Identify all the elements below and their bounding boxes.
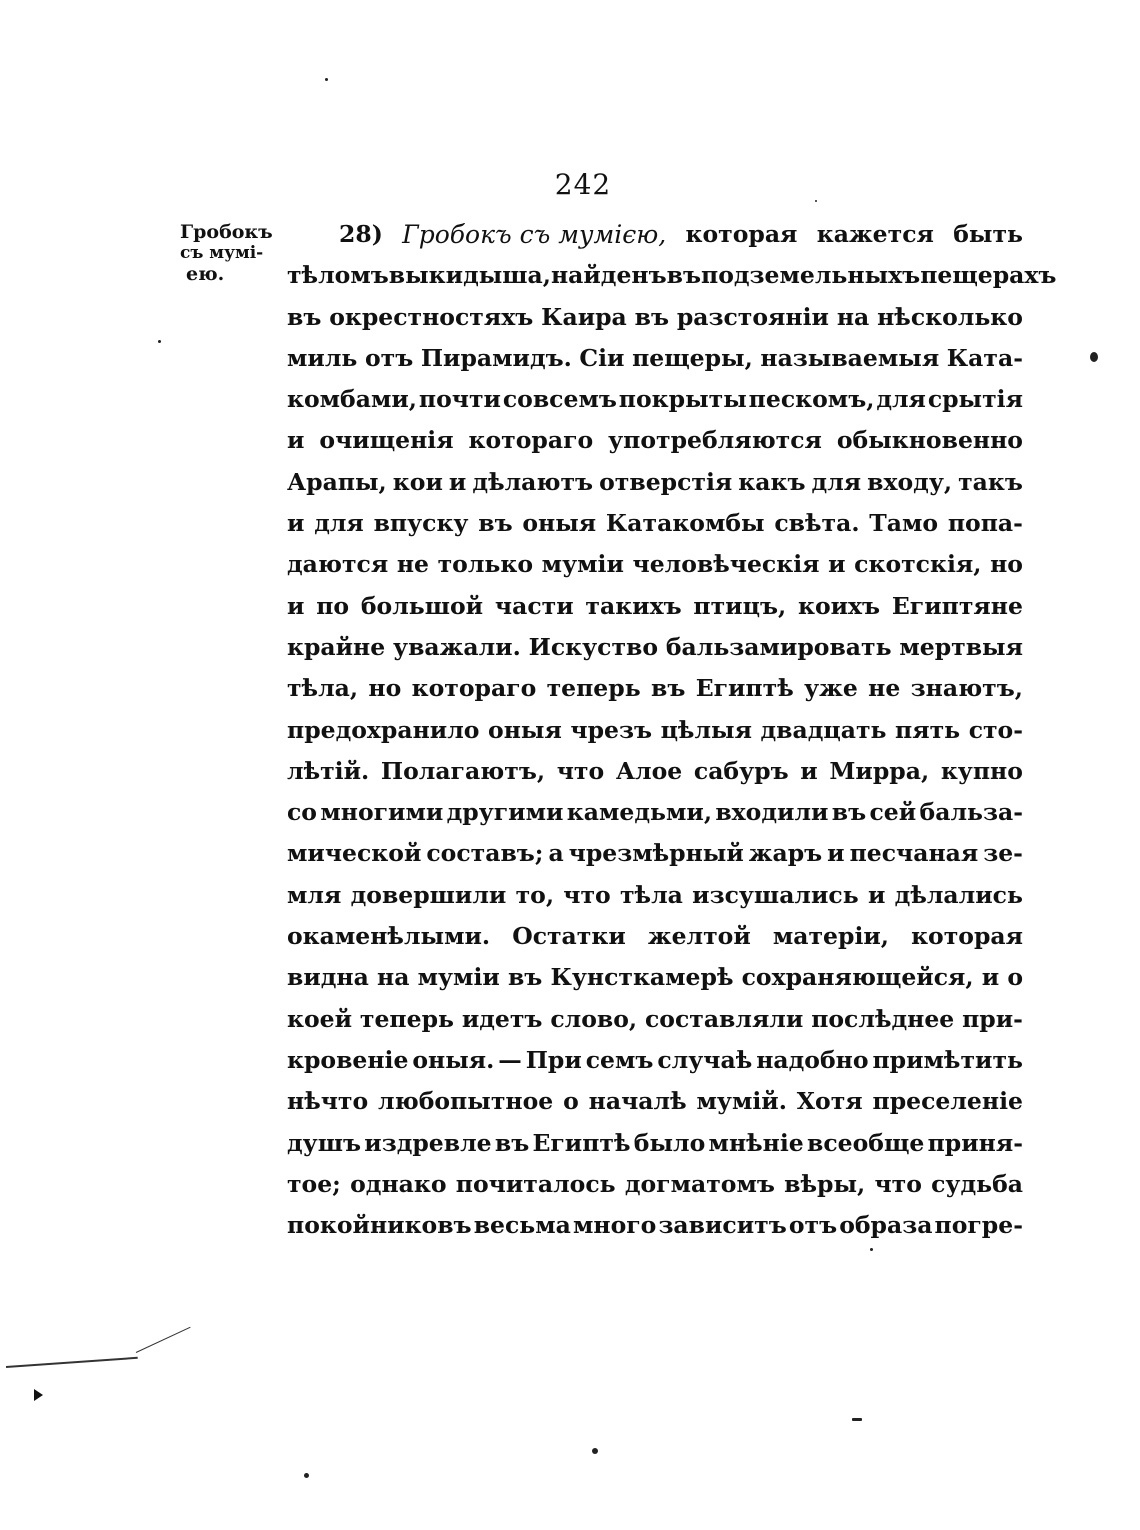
word: тѣломъ — [287, 261, 389, 290]
text-line — [287, 214, 1023, 255]
word: которая — [911, 922, 1023, 951]
text-line — [287, 710, 1023, 751]
word: судьба — [931, 1169, 1023, 1198]
text-line — [287, 957, 1023, 998]
word: сабуръ — [693, 756, 789, 785]
word: которая — [685, 220, 798, 248]
word: примѣтить — [872, 1045, 1023, 1074]
word: бальза- — [919, 798, 1023, 827]
word: кажется — [816, 220, 934, 248]
word: большой — [360, 591, 484, 620]
word: и — [287, 591, 305, 620]
word: чрезъ — [570, 715, 652, 744]
text-line — [287, 1123, 1023, 1164]
word: нѣсколько — [877, 302, 1023, 331]
word: вѣры, — [784, 1169, 866, 1198]
text-line — [287, 379, 1023, 420]
word: зависитъ — [658, 1211, 787, 1240]
word: мнѣніе — [708, 1128, 804, 1157]
word: и — [287, 509, 305, 538]
word: почти — [418, 385, 501, 414]
page-number: 242 — [554, 168, 612, 201]
margin-note-line: съ мумі- — [180, 243, 264, 263]
word: сохраняющейся, — [741, 963, 974, 992]
text-line — [287, 668, 1023, 709]
word: окрестностяхъ — [329, 302, 534, 331]
word: дѣлались — [894, 880, 1023, 909]
word: называемыя — [760, 343, 940, 372]
word: однако — [350, 1169, 447, 1198]
margin-note-line: ею. — [186, 263, 225, 285]
scan-speck — [815, 200, 817, 202]
text-line — [287, 462, 1023, 503]
word: даются — [287, 550, 389, 579]
word: въ — [634, 302, 669, 331]
scan-mark — [34, 1389, 43, 1401]
word: муміи — [541, 550, 624, 579]
word: Арапы, — [287, 467, 387, 496]
word: и — [828, 550, 846, 579]
word: любопытное — [378, 1087, 554, 1116]
word: части — [494, 591, 574, 620]
word: мумій. — [696, 1087, 787, 1116]
word: желтой — [647, 922, 751, 951]
word: кои — [392, 467, 443, 496]
word: Хотя — [796, 1087, 863, 1116]
word: многими — [320, 798, 444, 827]
word: Катакомбы — [605, 509, 765, 538]
word: отъ — [364, 343, 414, 372]
word: было — [633, 1128, 706, 1157]
word: догматомъ — [624, 1169, 775, 1198]
scan-line — [6, 1357, 138, 1368]
word: 28) — [339, 220, 383, 248]
text-line — [287, 875, 1023, 916]
word: въ — [507, 963, 543, 992]
word: обыкновенно — [836, 426, 1023, 455]
text-line — [287, 297, 1023, 338]
word: что — [874, 1169, 922, 1198]
word: зе- — [983, 839, 1023, 868]
word: пещеры, — [632, 343, 753, 372]
word: предохранило — [287, 715, 480, 744]
word: видна — [287, 963, 369, 992]
word: такъ — [958, 467, 1023, 496]
word: въ — [494, 1128, 530, 1157]
word: пещерахъ — [920, 261, 1057, 290]
word: издревле — [364, 1128, 492, 1157]
text-line — [287, 1205, 1023, 1246]
word: и — [981, 963, 1000, 992]
word: дѣлаютъ — [472, 467, 594, 496]
word: покрыты — [618, 385, 747, 414]
text-line — [287, 503, 1023, 544]
word: теперь — [546, 674, 641, 703]
word: только — [437, 550, 534, 579]
word: очищенія — [319, 426, 454, 455]
word: и — [800, 756, 818, 785]
word: для — [876, 385, 926, 414]
text-line — [287, 833, 1023, 874]
text-line — [287, 255, 1057, 296]
word: комбами, — [287, 385, 417, 414]
word: матеріи, — [772, 922, 889, 951]
body-text — [287, 214, 1057, 1246]
word: для — [811, 467, 862, 496]
word: входу, — [867, 467, 953, 496]
word: оныя — [488, 715, 562, 744]
word: окаменѣлыми. — [287, 922, 491, 951]
text-line — [287, 627, 1023, 668]
word: о — [1007, 963, 1023, 992]
word: жаръ — [748, 839, 823, 868]
word: оныя — [522, 509, 597, 538]
text-line — [287, 1164, 1023, 1205]
word: и — [448, 467, 467, 496]
word: сей — [869, 798, 917, 827]
text-line — [287, 1040, 1023, 1081]
word: выкидыша, — [388, 261, 551, 290]
scan-speck — [325, 78, 328, 81]
word: то, — [515, 880, 555, 909]
word: Сіи — [579, 343, 625, 372]
word: — — [498, 1045, 522, 1074]
word: коей — [287, 1004, 353, 1033]
word: тое; — [287, 1169, 341, 1198]
word: Полагаютъ, — [380, 756, 546, 785]
word: Египтяне — [891, 591, 1023, 620]
word: въ — [650, 674, 686, 703]
text-line — [287, 999, 1023, 1040]
word: со — [287, 798, 317, 827]
section-heading-italic: Гробокъ съ мумією, — [402, 220, 667, 249]
word: свѣта. — [774, 509, 860, 538]
word: совсемъ — [502, 385, 617, 414]
scan-speck — [852, 1418, 862, 1421]
word: по — [316, 591, 350, 620]
word: довершили — [350, 880, 507, 909]
word: много — [572, 1211, 657, 1240]
word: надобно — [756, 1045, 869, 1074]
word: Египтѣ — [532, 1128, 631, 1157]
word: чрезмѣрный — [568, 839, 744, 868]
word: и — [827, 839, 845, 868]
word: скотскія, — [854, 550, 982, 579]
text-line — [287, 544, 1023, 585]
word: Кунсткамерѣ — [550, 963, 734, 992]
word: случаѣ — [657, 1045, 753, 1074]
word: слово, — [550, 1004, 638, 1033]
word: коихъ — [797, 591, 881, 620]
word: Египтѣ — [695, 674, 794, 703]
text-line — [287, 338, 1023, 379]
word: тѣла — [620, 880, 683, 909]
word: мертвыя — [899, 632, 1023, 661]
word: впуску — [373, 509, 469, 538]
word: приня- — [927, 1128, 1023, 1157]
word: весьма — [473, 1211, 571, 1240]
word: попа- — [947, 509, 1023, 538]
word: найденъ — [550, 261, 667, 290]
word: другими — [446, 798, 564, 827]
word: миль — [287, 343, 358, 372]
word: такихъ — [585, 591, 682, 620]
word: для — [314, 509, 364, 538]
word: купно — [940, 756, 1023, 785]
word: Каира — [541, 302, 627, 331]
word: идетъ — [461, 1004, 543, 1033]
word: покойниковъ — [287, 1211, 472, 1240]
word: въ — [287, 302, 322, 331]
word: пять — [895, 715, 961, 744]
word: составъ; — [426, 839, 544, 868]
margin-note-line: Гробокъ — [180, 221, 273, 243]
word: подземельныхъ — [701, 261, 921, 290]
word: послѣднее — [811, 1004, 955, 1033]
word: на — [377, 963, 410, 992]
word: уважали. — [393, 632, 521, 661]
word: Тамо — [869, 509, 939, 538]
text-line — [287, 1081, 1023, 1122]
word: изсушались — [692, 880, 859, 909]
word: въ — [478, 509, 513, 538]
scan-speck — [870, 1248, 873, 1251]
word: погре- — [934, 1211, 1023, 1240]
scan-speck — [304, 1473, 309, 1478]
scan-line — [136, 1327, 191, 1353]
word: почиталось — [455, 1169, 616, 1198]
word: не — [868, 674, 901, 703]
text-line — [287, 420, 1023, 461]
word: но — [990, 550, 1023, 579]
word: и — [867, 880, 886, 909]
word: котораго — [411, 674, 537, 703]
word: оныя. — [412, 1045, 495, 1074]
word: Остатки — [512, 922, 626, 951]
word: разстояніи — [676, 302, 829, 331]
word: всеобще — [807, 1128, 925, 1157]
word: въ — [666, 261, 702, 290]
text-line — [287, 792, 1023, 833]
word: нѣчто — [287, 1087, 369, 1116]
word: человѣческія — [632, 550, 820, 579]
word: и — [287, 426, 305, 455]
word: срытія — [927, 385, 1023, 414]
word: не — [396, 550, 429, 579]
word: Искуство — [528, 632, 659, 661]
word: птицъ, — [693, 591, 787, 620]
word: Пирамидъ. — [420, 343, 572, 372]
word: на — [836, 302, 870, 331]
word: душъ — [287, 1128, 361, 1157]
word: тѣла, — [287, 674, 359, 703]
word: о — [563, 1087, 579, 1116]
word: а — [548, 839, 564, 868]
word: входили — [715, 798, 829, 827]
word: началѣ — [588, 1087, 687, 1116]
word: Ката- — [946, 343, 1023, 372]
word: уже — [804, 674, 858, 703]
word: крайне — [287, 632, 386, 661]
word: преселеніе — [872, 1087, 1023, 1116]
word: цѣлыя — [660, 715, 752, 744]
word: что — [563, 880, 611, 909]
scan-speck — [592, 1448, 598, 1454]
word: Мирра, — [829, 756, 930, 785]
word: что — [556, 756, 605, 785]
word: камедьми, — [566, 798, 712, 827]
word: какъ — [738, 467, 806, 496]
word: при- — [962, 1004, 1023, 1033]
word: отъ — [788, 1211, 838, 1240]
word: Алое — [615, 756, 683, 785]
word: семъ — [585, 1045, 654, 1074]
text-line — [287, 586, 1023, 627]
word: но — [368, 674, 402, 703]
scan-speck — [158, 340, 161, 343]
word: песчаная — [849, 839, 979, 868]
word: кровеніе — [287, 1045, 409, 1074]
word: бальзамировать — [665, 632, 892, 661]
text-line — [287, 751, 1023, 792]
word: образа — [839, 1211, 933, 1240]
word: отверстія — [599, 467, 733, 496]
word: сто- — [968, 715, 1023, 744]
word: муміи — [417, 963, 500, 992]
word: составляли — [644, 1004, 804, 1033]
margin-note — [180, 221, 273, 285]
word: пескомъ, — [748, 385, 875, 414]
word: знаютъ, — [910, 674, 1023, 703]
word: въ — [831, 798, 867, 827]
text-line — [287, 916, 1023, 957]
scan-speck — [1090, 352, 1098, 362]
word: лѣтій. — [287, 756, 370, 785]
word: мля — [287, 880, 342, 909]
word: котораго — [468, 426, 594, 455]
word: двадцать — [760, 715, 887, 744]
word: При — [525, 1045, 582, 1074]
word: быть — [953, 220, 1023, 248]
word: теперь — [359, 1004, 454, 1033]
word: употребляются — [608, 426, 822, 455]
word: мической — [287, 839, 422, 868]
